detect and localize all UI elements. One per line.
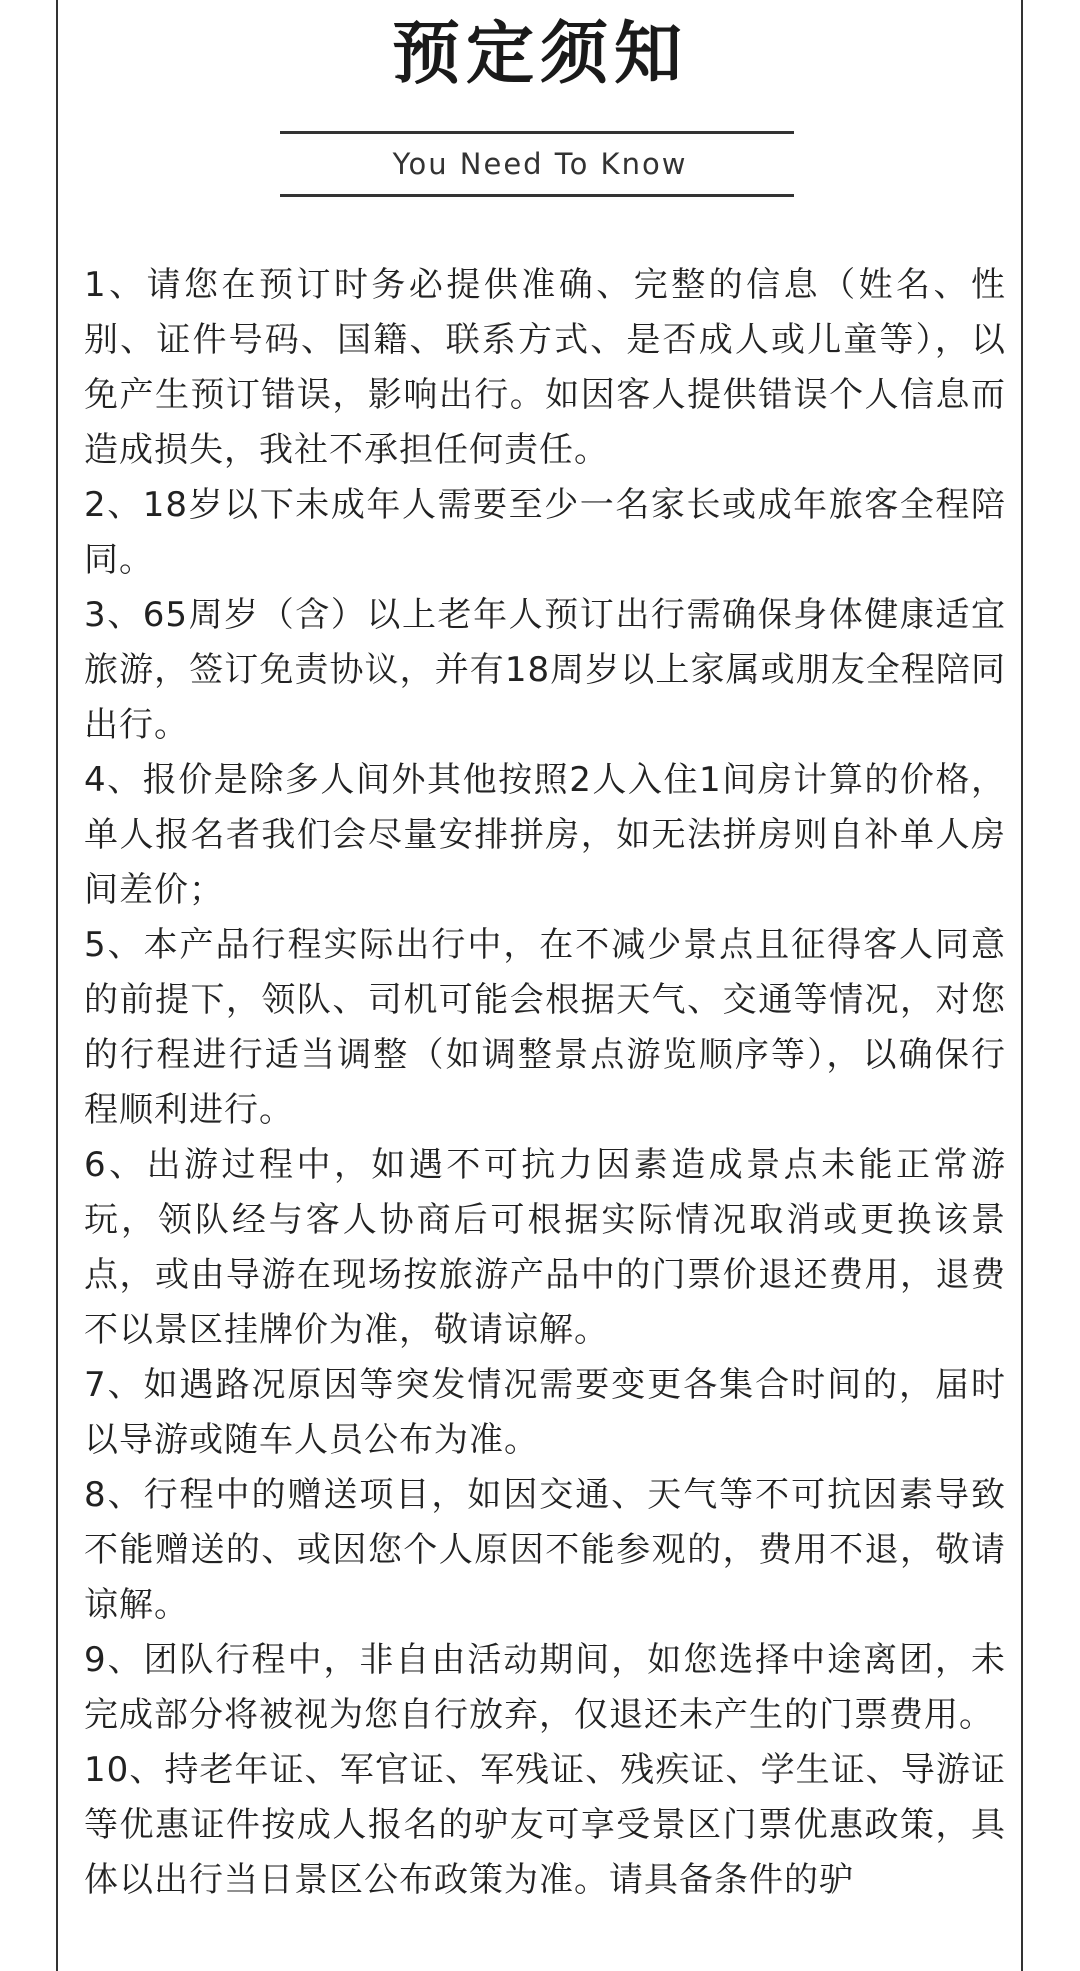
term-item-7: 7、如遇路况原因等突发情况需要变更各集合时间的，届时以导游或随车人员公布为准。: [84, 1365, 1006, 1460]
term-item-3: 3、65周岁（含）以上老年人预订出行需确保身体健康适宜旅游，签订免责协议，并有18周岁以上家属或朋友全程陪同出行。: [84, 595, 1006, 745]
term-item-5: 5、本产品行程实际出行中，在不减少景点且征得客人同意的前提下，领队、司机可能会根据天气、交通等情况，对您的行程进行适当调整（如调整景点游览顺序等），以确保行程顺利进行。: [84, 925, 1006, 1130]
page-title: 预定须知: [391, 15, 688, 94]
page-subtitle: You Need To Know: [392, 147, 688, 181]
title-divider-bottom: [280, 194, 794, 197]
term-item-10: 10、持老年证、军官证、军残证、残疾证、学生证、导游证等优惠证件按成人报名的驴友可享受景区门票优惠政策，具体以出行当日景区公布政策为准。请具备条件的驴: [84, 1750, 1006, 1900]
terms-list: [84, 258, 1006, 1908]
term-item-8: 8、行程中的赠送项目，如因交通、天气等不可抗因素导致不能赠送的、或因您个人原因不能参观的，费用不退，敬请谅解。: [84, 1475, 1006, 1625]
term-item-2: 2、18岁以下未成年人需要至少一名家长或成年旅客全程陪同。: [84, 485, 1006, 580]
term-item-1: 1、请您在预订时务必提供准确、完整的信息（姓名、性别、证件号码、国籍、联系方式、是否成人或儿童等），以免产生预订错误，影响出行。如因客人提供错误个人信息而造成损失，我社不承担任何责任。: [84, 265, 1006, 470]
term-item-4: 4、报价是除多人间外其他按照2人入住1间房计算的价格，单人报名者我们会尽量安排拼房，如无法拼房则自补单人房间差价；: [84, 760, 1006, 910]
title-divider-top: [280, 131, 794, 134]
term-item-6: 6、出游过程中，如遇不可抗力因素造成景点未能正常游玩，领队经与客人协商后可根据实际情况取消或更换该景点，或由导游在现场按旅游产品中的门票价退还费用，退费不以景区挂牌价为准，敬请谅解。: [84, 1145, 1006, 1350]
term-item-9: 9、团队行程中，非自由活动期间，如您选择中途离团，未完成部分将被视为您自行放弃，仅退还未产生的门票费用。: [84, 1640, 1006, 1735]
